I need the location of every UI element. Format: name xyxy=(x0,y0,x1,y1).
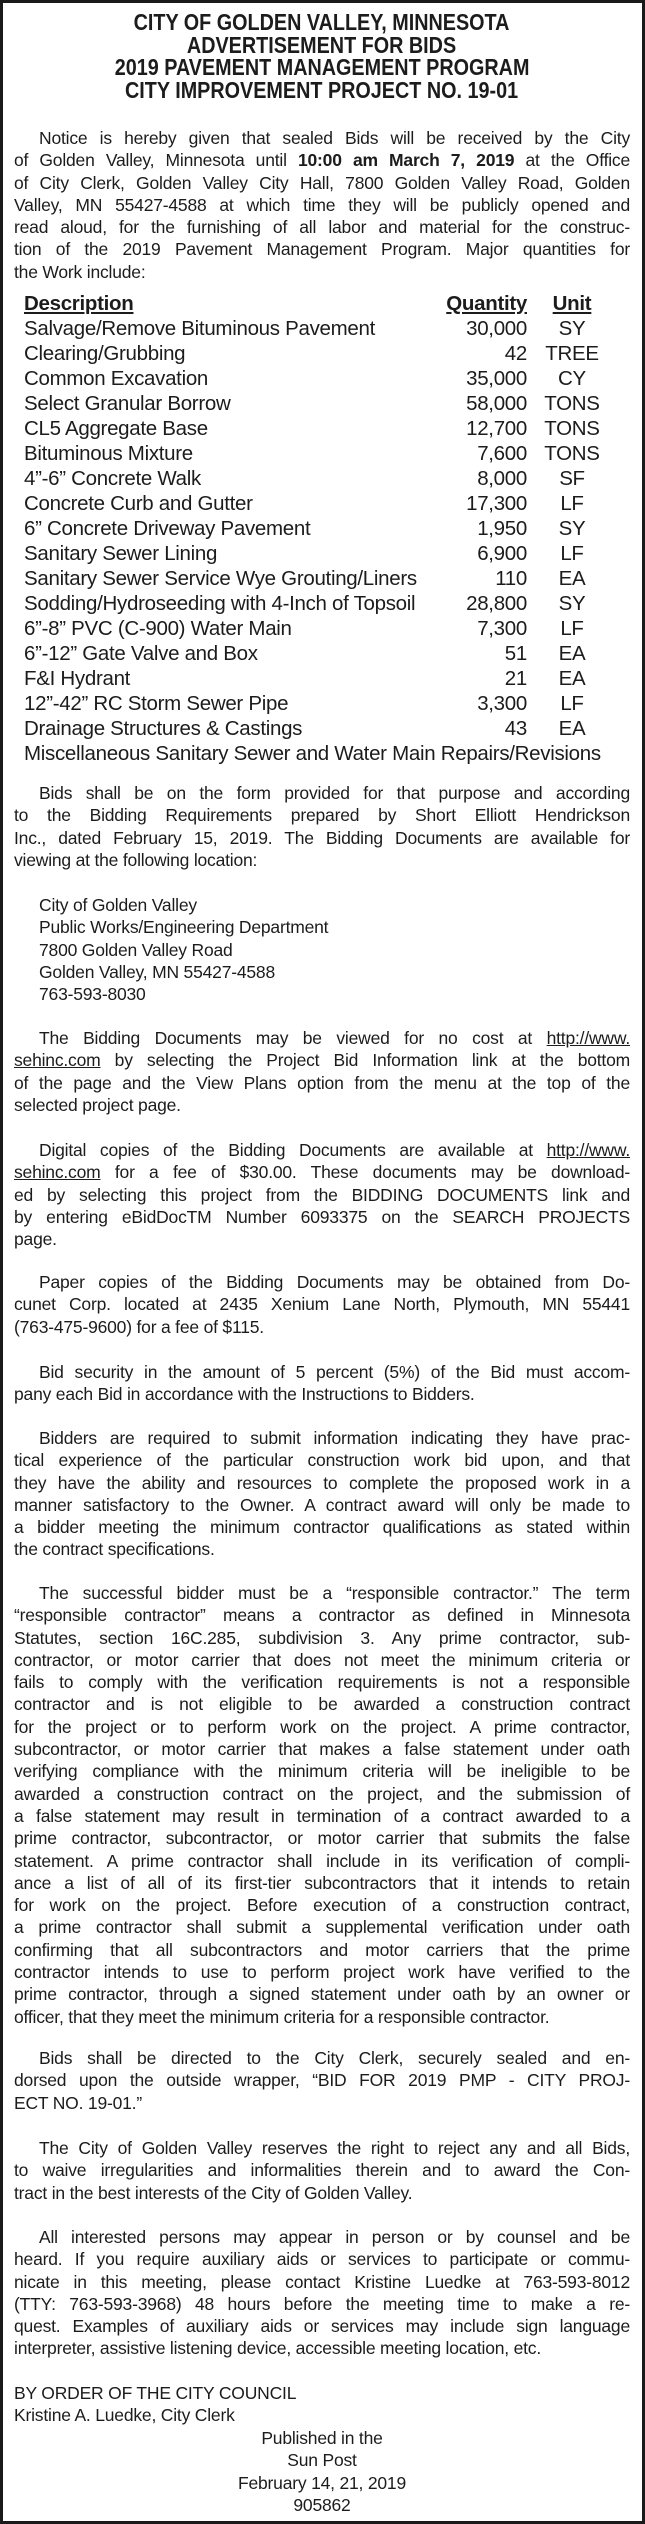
bid-security-paragraph xyxy=(14,1361,630,1406)
text-line: to waive irregularities and informalities therein and to award the Con- xyxy=(14,2160,630,2181)
table-row xyxy=(24,616,607,641)
item-quantity: 43 xyxy=(504,716,527,740)
notice-title xyxy=(14,11,630,102)
text-line: manner satisfactory to the Owner. A contract award will only be made to xyxy=(14,1494,630,1515)
reservation-paragraph xyxy=(14,2137,630,2204)
text-line: Sun Post xyxy=(287,2450,357,2471)
text-line: a prime contractor shall submit a supplemental verification under oath xyxy=(14,1917,630,1938)
website-link[interactable]: http://www. xyxy=(546,1140,630,1160)
text-line: cunet Corp. located at 2435 Xenium Lane North, Plymouth, MN 55441 xyxy=(14,1294,630,1315)
intro-paragraph xyxy=(14,127,630,283)
text-line: Golden Valley, MN 55427-4588 xyxy=(39,961,275,982)
title-line xyxy=(14,79,630,102)
item-unit: EA xyxy=(558,566,586,590)
text-line: Published in the xyxy=(261,2428,383,2448)
item-quantity: 8,000 xyxy=(477,466,527,490)
text-line: Bid security in the amount of 5 percent (5%) of the Bid must accom- xyxy=(39,1362,630,1382)
item-unit: EA xyxy=(558,716,586,740)
text-line: a bidder meeting the minimum contractor qualifications as stated within xyxy=(14,1517,630,1538)
item-unit: TONS xyxy=(544,441,600,465)
table-row xyxy=(24,391,607,416)
text-line: they have the ability and resources to complete the proposed work in a xyxy=(14,1472,630,1493)
item-unit: LF xyxy=(560,616,584,640)
header-quantity: Quantity xyxy=(446,291,527,315)
view-documents-paragraph xyxy=(14,1027,630,1116)
text-line: viewing at the following location: xyxy=(14,849,258,870)
item-unit: LF xyxy=(560,691,584,715)
text-line: dorsed upon the outside wrapper, “BID FOR 2019 PMP - CITY PROJ- xyxy=(14,2070,630,2091)
text-line: officer, that they meet the minimum criteria for a responsible contractor. xyxy=(14,2006,550,2027)
paper-copies-paragraph xyxy=(14,1271,630,1338)
text-line: confirming that all subcontractors and motor carriers that the prime xyxy=(14,1939,630,1960)
text-line xyxy=(14,1161,630,1183)
text-line: Valley, MN 55427-4588 at which time they will be publicly opened and xyxy=(14,194,630,215)
digital-copies-paragraph xyxy=(14,1139,630,1250)
table-row xyxy=(24,316,607,341)
header-unit: Unit xyxy=(552,291,592,315)
item-description: Clearing/Grubbing xyxy=(24,341,186,365)
item-quantity: 21 xyxy=(504,666,527,690)
text-line: the contract specifications. xyxy=(14,1539,215,1560)
text-line: selected project page. xyxy=(14,1094,181,1115)
text-line: contractor and is not eligible to be awarded a construction contract xyxy=(14,1694,630,1715)
item-unit: SY xyxy=(558,516,586,540)
item-unit: SF xyxy=(559,466,585,490)
text-line: Paper copies of the Bidding Documents may be obtained from Do- xyxy=(39,1272,630,1292)
item-unit: EA xyxy=(558,666,586,690)
text-line: 763-593-8030 xyxy=(39,984,146,1005)
table-row-misc: Miscellaneous Sanitary Sewer and Water Main Repairs/Revisions xyxy=(24,741,601,765)
website-link[interactable]: http://www. xyxy=(546,1028,630,1048)
text-segment: by selecting the Project Bid Information link at the bottom xyxy=(100,1050,630,1071)
item-quantity: 110 xyxy=(495,566,527,590)
item-quantity: 12,700 xyxy=(466,416,527,440)
title-line-text: 2019 PAVEMENT MANAGEMENT PROGRAM xyxy=(114,54,530,81)
text-line: BY ORDER OF THE CITY COUNCIL xyxy=(14,2383,297,2403)
item-description: Sodding/Hydroseeding with 4-Inch of Topsoil xyxy=(24,591,416,615)
text-line: interpreter, assistive listening device, accessible meeting location, etc. xyxy=(14,2338,541,2359)
text-line xyxy=(14,149,630,171)
text-line: nicate in this meeting, please contact Kristine Luedke at 763-593-8012 xyxy=(14,2271,630,2292)
table-row xyxy=(24,541,607,566)
item-quantity: 51 xyxy=(504,641,527,665)
item-quantity: 28,800 xyxy=(466,591,527,615)
text-segment: for a fee of $30.00. These documents may be download- xyxy=(100,1162,630,1183)
text-line: to the Bidding Requirements prepared by Short Elliott Hendrickson xyxy=(14,805,630,826)
item-unit: CY xyxy=(558,366,586,390)
text-line: (763-475-9600) for a fee of $115. xyxy=(14,1316,264,1337)
item-unit: EA xyxy=(558,641,586,665)
text-line: Kristine A. Luedke, City Clerk xyxy=(14,2405,235,2426)
text-line: City of Golden Valley xyxy=(39,895,197,915)
text-line: heard. If you require auxiliary aids or services to participate or commu- xyxy=(14,2249,630,2270)
item-description: Common Excavation xyxy=(24,366,209,390)
item-unit: SY xyxy=(558,316,586,340)
item-unit: LF xyxy=(560,491,584,515)
bid-form-paragraph xyxy=(14,782,630,871)
item-unit: TONS xyxy=(544,416,600,440)
item-quantity: 17,300 xyxy=(466,491,527,515)
text-line: read aloud, for the furnishing of all labor and material for the construc- xyxy=(14,217,630,238)
item-quantity: 7,300 xyxy=(477,616,527,640)
text-line: by entering eBidDocTM Number 6093375 on the SEARCH PROJECTS xyxy=(14,1206,630,1227)
item-description: 6”-8” PVC (C-900) Water Main xyxy=(24,616,292,640)
text-segment: of Golden Valley, Minnesota until xyxy=(14,150,298,171)
table-row xyxy=(24,716,607,741)
text-line: quest. Examples of auxiliary aids or services may include sign language xyxy=(14,2316,630,2337)
item-description: CL5 Aggregate Base xyxy=(24,416,208,440)
table-row xyxy=(24,466,607,491)
text-line: (TTY: 763-593-3968) 48 hours before the meeting time to make a re- xyxy=(14,2293,630,2314)
item-unit: TONS xyxy=(544,391,600,415)
qualifications-paragraph xyxy=(14,1427,630,1561)
item-quantity: 7,600 xyxy=(477,441,527,465)
text-line: subcontractor, or motor carrier that makes a false statement under oath xyxy=(14,1739,630,1760)
item-quantity: 35,000 xyxy=(466,366,527,390)
viewing-location-address xyxy=(39,894,645,1005)
text-line: ance a list of all of its first-tier subcontractors that it intends to retain xyxy=(14,1872,630,1893)
text-line xyxy=(14,1049,630,1071)
title-line xyxy=(14,31,630,58)
signature-block xyxy=(14,2382,630,2427)
text-line: Public Works/Engineering Department xyxy=(39,917,329,938)
text-line: tract in the best interests of the City of Golden Valley. xyxy=(14,2182,413,2203)
title-line xyxy=(14,56,630,79)
item-description: Sanitary Sewer Service Wye Grouting/Liners xyxy=(24,566,417,590)
publication-info xyxy=(14,2427,630,2516)
text-line: awarded a construction contract on the project, and the submission of xyxy=(14,1783,630,1804)
text-segment: at the Office xyxy=(514,150,630,171)
item-quantity: 30,000 xyxy=(466,316,527,340)
text-line: February 14, 21, 2019 xyxy=(238,2472,406,2493)
item-description: Sanitary Sewer Lining xyxy=(24,541,218,565)
text-line: ed by selecting this project from the BIDDING DOCUMENTS link and xyxy=(14,1184,630,1205)
table-header xyxy=(24,291,607,316)
text-line: contractor, or motor carrier that does not meet the minimum criteria or xyxy=(14,1649,630,1670)
website-link[interactable]: sehinc.com xyxy=(14,1050,101,1071)
text-segment: The Bidding Documents may be viewed for no cost at xyxy=(39,1028,547,1048)
item-description: Drainage Structures & Castings xyxy=(24,716,303,740)
title-line-text: CITY OF GOLDEN VALLEY, MINNESOTA xyxy=(134,9,510,35)
accessibility-paragraph xyxy=(14,2226,630,2360)
text-line: fails to comply with the verification requirements is not a responsible xyxy=(14,1672,630,1693)
item-description: Salvage/Remove Bituminous Pavement xyxy=(24,316,376,340)
text-line: pany each Bid in accordance with the Instructions to Bidders. xyxy=(14,1384,475,1405)
text-line: of the page and the View Plans option from the menu at the top of the xyxy=(14,1072,630,1093)
text-line: tion of the 2019 Pavement Management Program. Major quantities for xyxy=(14,239,630,260)
text-line: verifying compliance with the minimum criteria will be ineligible to be xyxy=(14,1761,630,1782)
text-line: All interested persons may appear in person or by counsel and be xyxy=(39,2227,630,2247)
text-line: Statutes, section 16C.285, subdivision 3. Any prime contractor, sub- xyxy=(14,1627,630,1648)
title-line-text: CITY IMPROVEMENT PROJECT NO. 19-01 xyxy=(125,77,519,104)
item-description: Concrete Curb and Gutter xyxy=(24,491,253,515)
item-description: 12”-42” RC Storm Sewer Pipe xyxy=(24,691,289,715)
title-line-text: ADVERTISEMENT FOR BIDS xyxy=(187,31,457,58)
table-row xyxy=(24,416,607,441)
text-line: tical experience of the particular construction work bid upon, and that xyxy=(14,1450,630,1471)
item-quantity: 3,300 xyxy=(477,691,527,715)
item-quantity: 6,900 xyxy=(477,541,527,565)
table-row xyxy=(24,366,607,391)
text-line: “responsible contractor” means a contractor as defined in Minnesota xyxy=(14,1605,630,1626)
text-line: The City of Golden Valley reserves the right to reject any and all Bids, xyxy=(39,2138,630,2158)
item-quantity: 58,000 xyxy=(466,391,527,415)
table-row xyxy=(24,691,607,716)
text-line: of City Clerk, Golden Valley City Hall, 7800 Golden Valley Road, Golden xyxy=(14,172,630,193)
table-row xyxy=(24,641,607,666)
item-quantity: 1,950 xyxy=(477,516,527,540)
text-line: a false statement may result in termination of a contract awarded to a xyxy=(14,1805,630,1826)
item-description: F&I Hydrant xyxy=(24,666,131,690)
table-row xyxy=(24,341,607,366)
header-description: Description xyxy=(24,291,134,315)
text-line: The successful bidder must be a “responsible contractor.” The term xyxy=(39,1583,630,1603)
text-line: prime contractor, subcontractor, or motor carrier that submits the false xyxy=(14,1828,630,1849)
text-segment: Digital copies of the Bidding Documents are available at xyxy=(39,1140,547,1160)
text-line: Bids shall be on the form provided for that purpose and according xyxy=(39,783,630,803)
text-line: 905862 xyxy=(293,2494,351,2515)
table-row xyxy=(24,441,607,466)
item-description: Bituminous Mixture xyxy=(24,441,193,465)
table-row xyxy=(24,566,607,591)
title-line xyxy=(14,11,630,34)
text-line xyxy=(14,1139,630,1161)
text-line: the Work include: xyxy=(14,261,146,282)
item-quantity: 42 xyxy=(504,341,527,365)
text-line: 7800 Golden Valley Road xyxy=(39,939,233,960)
item-description: Select Granular Borrow xyxy=(24,391,231,415)
text-line: Bidders are required to submit information indicating they have prac- xyxy=(39,1428,630,1448)
text-line: Bids shall be directed to the City Clerk, securely sealed and en- xyxy=(39,2048,630,2068)
table-row xyxy=(24,591,607,616)
text-line: Notice is hereby given that sealed Bids will be received by the City xyxy=(39,128,630,148)
text-line: Inc., dated February 15, 2019. The Bidding Documents are available for xyxy=(14,827,630,848)
item-description: 6”-12” Gate Valve and Box xyxy=(24,641,258,665)
text-line: contractor intends to use to perform project work have verified to the xyxy=(14,1962,630,1983)
item-description: 4”-6” Concrete Walk xyxy=(24,466,201,490)
website-link[interactable]: sehinc.com xyxy=(14,1162,101,1183)
submission-paragraph xyxy=(14,2047,630,2114)
item-description: 6” Concrete Driveway Pavement xyxy=(24,516,311,540)
quantities-table xyxy=(24,291,607,766)
text-line: ECT NO. 19-01.” xyxy=(14,2092,142,2113)
bid-deadline: 10:00 am March 7, 2019 xyxy=(297,150,515,171)
responsible-contractor-paragraph xyxy=(14,1582,630,2028)
text-line: statement. A prime contractor shall include in its verification of compli- xyxy=(14,1850,630,1871)
table-row xyxy=(24,516,607,541)
table-row xyxy=(24,666,607,691)
text-line: for the project or to perform work on the project. A prime contractor, xyxy=(14,1716,630,1737)
text-line xyxy=(14,1027,630,1049)
text-line: page. xyxy=(14,1229,57,1250)
item-unit: TREE xyxy=(545,341,599,365)
item-unit: LF xyxy=(560,541,584,565)
text-line: for work on the project. Before execution of a construction contract, xyxy=(14,1895,630,1916)
table-row xyxy=(24,491,607,516)
text-line: prime contractor, through a signed statement under oath by an owner or xyxy=(14,1984,630,2005)
item-unit: SY xyxy=(558,591,586,615)
